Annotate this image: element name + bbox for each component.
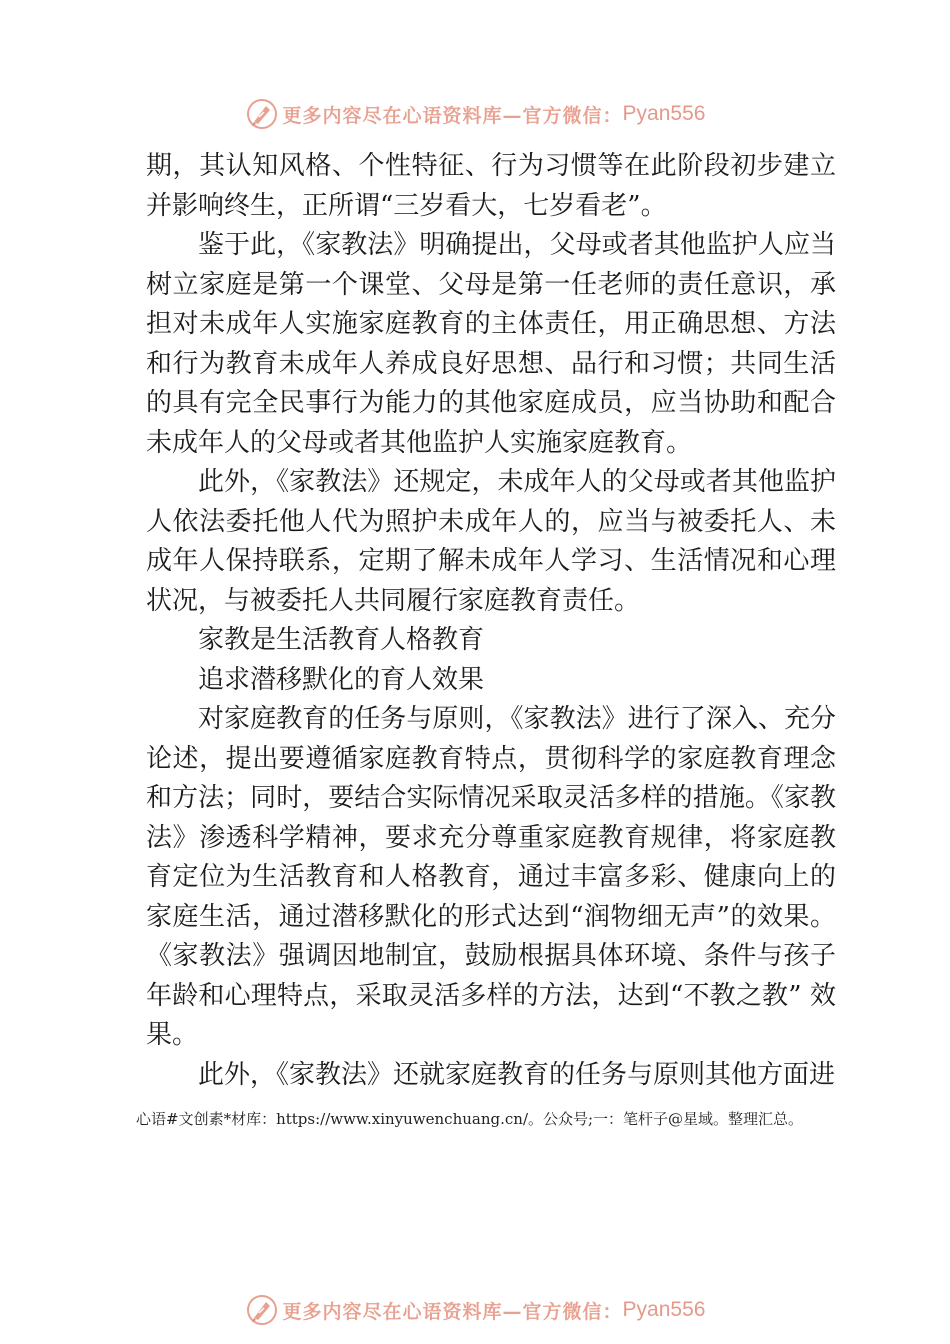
pen-nib-icon [245, 1293, 279, 1327]
paragraph: 此外，《家教法》还规定，未成年人的父母或者其他监护人依法委托他人代为照护未成年人的，应当与被委托人、未成年人保持联系，定期了解未成年人学习、生活情况和心理状况，与被委托人共同履行家庭教育责任。 [146, 467, 836, 616]
paragraph: 此外，《家教法》还就家庭教育的任务与原则其他方面进 [198, 1059, 836, 1090]
pen-nib-icon [245, 97, 279, 131]
banner-wechat-id: Pyan556 [622, 102, 706, 125]
banner-text: 更多内容尽在心语资料库—官方微信： [282, 1300, 623, 1323]
paragraph: 鉴于此，《家教法》明确提出，父母或者其他监护人应当树立家庭是第一个课堂、父母是第一任老师的责任意识，承担对未成年人实施家庭教育的主体责任，用正确思想、方法和行为教育未成年人养成良好思想、品行和习惯；共同生活的具有完全民事行为能力的其他家庭成员，应当协助和配合未成年人的父母或者其他监护人实施家庭教育。 [146, 230, 836, 458]
paragraph: 期，其认知风格、个性特征、行为习惯等在此阶段初步建立并影响终生，正所谓“三岁看大，七岁看老”。 [146, 151, 836, 221]
section-subheading: 追求潜移默化的育人效果 [198, 664, 485, 695]
banner-wechat-id: Pyan556 [622, 1298, 706, 1321]
footer-note: 心语#文创素*材库：https://www.xinyuwenchuang.cn/。公众号;一：笔杆子@星域。整理汇总。 [136, 1110, 804, 1128]
banner-text: 更多内容尽在心语资料库—官方微信： [282, 104, 623, 127]
footer-banner [0, 1290, 950, 1330]
section-heading: 家教是生活教育人格教育 [198, 625, 485, 655]
header-banner [0, 94, 950, 134]
document-body [146, 147, 836, 1095]
paragraph: 对家庭教育的任务与原则，《家教法》进行了深入、充分论述，提出要遵循家庭教育特点，贯彻科学的家庭教育理念和方法；同时，要结合实际情况采取灵活多样的措施。《家教法》渗透科学精神，要求充分尊重家庭教育规律，将家庭教育定位为生活教育和人格教育，通过丰富多彩、健康向上的家庭生活，通过潜移默化的形式达到“润物细无声”的效果。《家教法》强调因地制宜，鼓励根据具体环境、条件与孩子年龄和心理特点，采取灵活多样的方法，达到“不教之教” 效果。 [146, 704, 836, 1050]
